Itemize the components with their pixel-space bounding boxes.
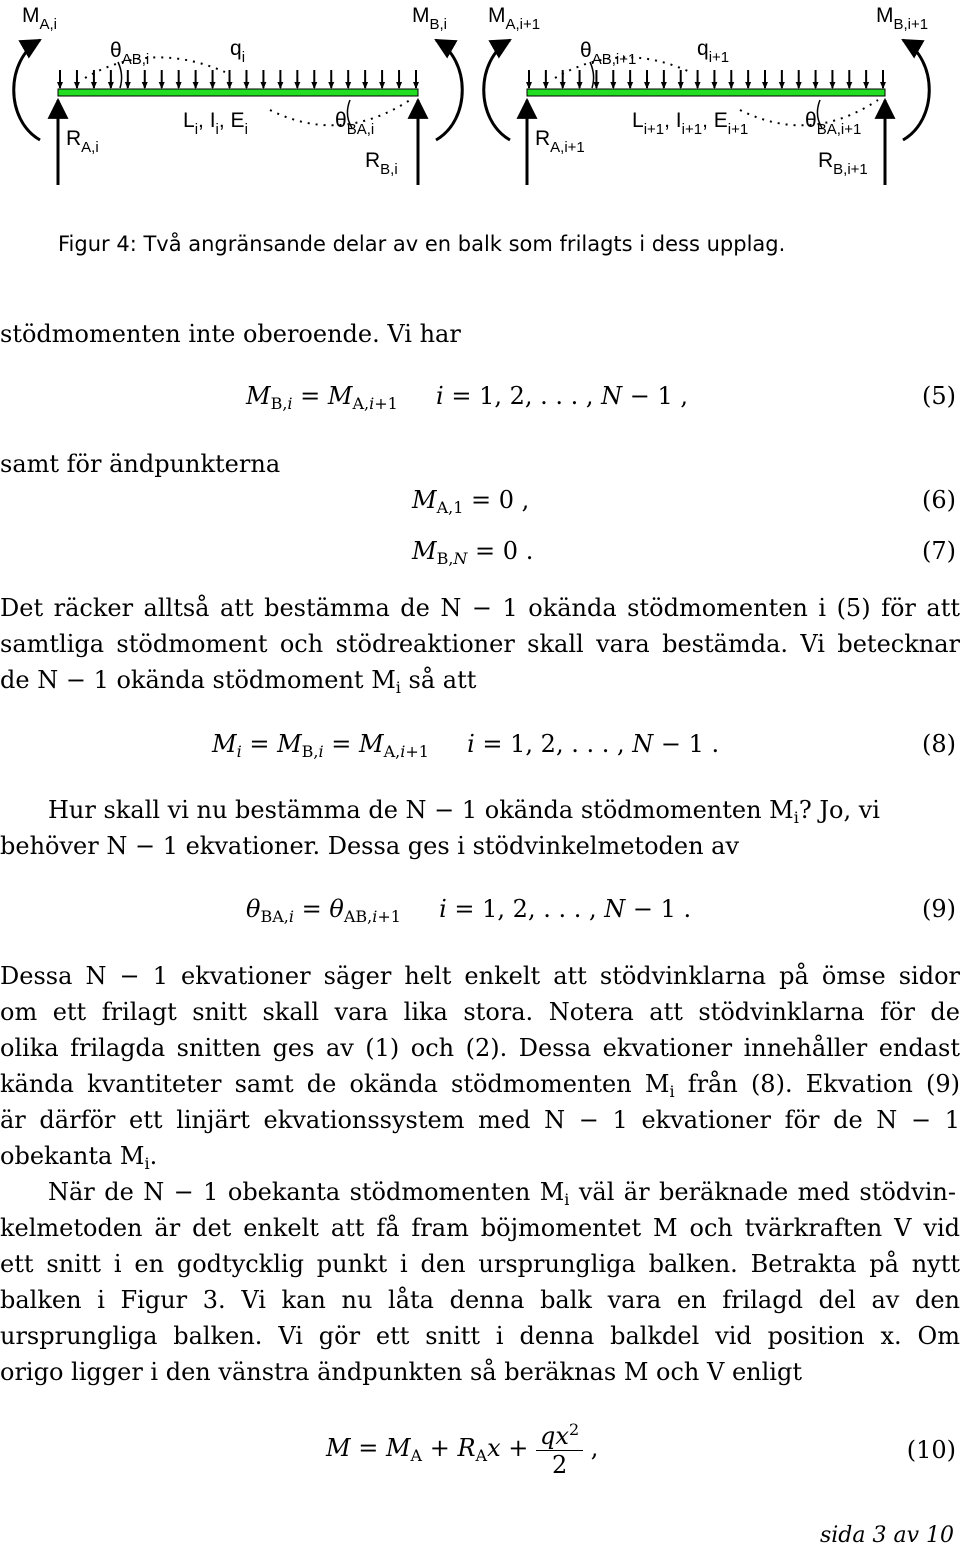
paragraph-6-line-1: När de N − 1 obekanta stödmomenten $M_i$ väl är beräknade med stödvin-	[48, 1178, 956, 1209]
moment-arrow-ai	[14, 40, 40, 140]
load-arrow-head	[593, 82, 599, 89]
load-arrow-head	[277, 82, 283, 89]
load-arrow-head	[880, 82, 886, 89]
label-lie-i1: $L_{i+1}$, $I_{i+1}$, $E_{i+1}$	[632, 109, 749, 138]
paragraph-5-line-4: kända kvantiteter samt de okända stödmomenten $M_i$ från (8). Ekvation (9)	[0, 1070, 960, 1101]
page-footer: sida 3 av 10	[819, 1523, 954, 1548]
label-r-ai: $R_{A,i}$	[66, 127, 99, 156]
load-arrow-head	[260, 82, 266, 89]
equation-7-number: (7)	[922, 537, 956, 565]
paragraph-5-line-3: olika frilagda snitten ges av (1) och (2). Dessa ekvationer innehåller endast	[0, 1034, 960, 1062]
load-arrow-head	[678, 82, 684, 89]
load-arrow-head	[227, 82, 233, 89]
label-r-ai1: $R_{A,i+1}$	[535, 127, 585, 156]
load-arrow-head	[362, 82, 368, 89]
label-theta-ab-i: $\theta_{AB,i}$	[110, 39, 150, 68]
load-arrow-head	[728, 82, 734, 89]
equation-5-number: (5)	[922, 382, 956, 410]
paragraph-6-line-3: ett snitt i en godtycklig punkt i den ursprungliga balken. Betrakta på nytt	[0, 1250, 960, 1278]
load-arrow-head	[863, 82, 869, 89]
equation-7: $M_{B,N} = 0$ .	[412, 537, 534, 568]
label-r-bi: $R_{B,i}$	[365, 149, 398, 178]
equation-6-number: (6)	[922, 486, 956, 514]
moment-arrow-ai1	[484, 40, 510, 140]
load-arrow-head	[108, 82, 114, 89]
load-arrow-head	[379, 82, 385, 89]
load-arrow-head	[661, 82, 667, 89]
distributed-load-i	[57, 70, 419, 89]
paragraph-6-line-2: kelmetoden är det enkelt att få fram böjmomentet M och tvärkraften V vid	[0, 1214, 960, 1242]
paragraph-5-line-5: är därför ett linjärt ekvationssystem med N − 1 ekvationer för de N − 1	[0, 1106, 960, 1134]
load-arrow-head	[695, 82, 701, 89]
label-m-bi1: $M_{B,i+1}$	[876, 4, 929, 33]
load-arrow-head	[543, 82, 549, 89]
load-arrow-head	[796, 82, 802, 89]
equation-10-number: (10)	[906, 1436, 956, 1464]
load-arrow-head	[779, 82, 785, 89]
label-lie-i: $L_i$, $I_i$, $E_i$	[183, 109, 248, 138]
equation-8: $M_i = M_{B,i} = M_{A,i+1}$ i = 1, 2, . . . , N − 1 .	[212, 730, 720, 761]
paragraph-6-line-6: origo ligger i den vänstra ändpunkten så beräknas M och V enligt	[0, 1358, 802, 1386]
load-arrow-head	[577, 82, 583, 89]
paragraph-4-line-1: Hur skall vi nu bestämma de N − 1 okända stödmomenten $M_i$? Jo, vi	[48, 796, 880, 827]
paragraph-3-line-2: samtliga stödmoment och stödreaktioner skall vara bestämda. Vi betecknar	[0, 630, 960, 658]
load-arrow-head	[345, 82, 351, 89]
load-arrow-head	[210, 82, 216, 89]
load-arrow-head	[627, 82, 633, 89]
label-m-ai: $M_{A,i}$	[22, 4, 58, 33]
equation-9: $\theta_{BA,i} = \theta_{AB,i+1}$ i = 1, 2, . . . , N − 1 .	[246, 895, 692, 926]
figure-caption: Figur 4: Två angränsande delar av en balk som frilagts i dess upplag.	[58, 232, 786, 256]
label-q-i1: $q_{i+1}$	[697, 37, 730, 66]
label-q-i: $q_i$	[230, 37, 246, 66]
load-arrow-head	[413, 82, 419, 89]
paragraph-3-line-3: de N − 1 okända stödmoment $M_i$ så att	[0, 666, 477, 697]
paragraph-6-line-4: balken i Figur 3. Vi kan nu låta denna balk vara en frilagd del av den	[0, 1286, 960, 1314]
beam-i1	[527, 89, 885, 96]
load-arrow-head	[311, 82, 317, 89]
label-m-bi: $M_{B,i}$	[412, 4, 448, 33]
load-arrow-head	[762, 82, 768, 89]
equation-6: $M_{A,1} = 0$ ,	[412, 486, 530, 517]
load-arrow-head	[125, 82, 131, 89]
load-arrow-head	[193, 82, 199, 89]
paragraph-6-line-5: ursprungliga balken. Vi gör ett snitt i denna balkdel vid position x. Om	[0, 1322, 960, 1350]
load-arrow-head	[526, 82, 532, 89]
load-arrow-head	[813, 82, 819, 89]
beam-diagram	[0, 0, 960, 200]
deflection-curve-i-top	[85, 57, 225, 78]
equation-8-number: (8)	[922, 730, 956, 758]
label-theta-ab-i1: $\theta_{AB,i+1}$	[580, 39, 637, 68]
paragraph-5-line-2: om ett frilagt snitt skall vara lika stora. Notera att stödvinklarna för de	[0, 998, 960, 1026]
load-arrow-head	[396, 82, 402, 89]
load-arrow-head	[294, 82, 300, 89]
load-arrow-head	[243, 82, 249, 89]
load-arrow-head	[560, 82, 566, 89]
paragraph-3-line-1: Det räcker alltså att bestämma de N − 1 okända stödmomenten i (5) för att	[0, 594, 960, 622]
beam-i	[58, 89, 418, 96]
load-arrow-head	[328, 82, 334, 89]
label-theta-ba-i1: $\theta_{BA,i+1}$	[805, 109, 862, 138]
paragraph-1: stödmomenten inte oberoende. Vi har	[0, 320, 461, 348]
load-arrow-head	[74, 82, 80, 89]
load-arrow-head	[745, 82, 751, 89]
equation-10: $M = M_A + R_Ax$ + $\frac{qx^2}{2}$ ,	[326, 1420, 599, 1479]
load-arrow-head	[159, 82, 165, 89]
moment-arrow-bi	[436, 40, 462, 140]
load-arrow-head	[176, 82, 182, 89]
label-m-ai1: $M_{A,i+1}$	[488, 4, 541, 33]
equation-5: $M_{B,i} = M_{A,i+1}$ i = 1, 2, . . . , N − 1 ,	[246, 382, 689, 413]
label-theta-ba-i: $\theta_{BA,i}$	[335, 109, 375, 138]
paragraph-5-line-6: obekanta $M_i$.	[0, 1142, 158, 1173]
label-r-bi1: $R_{B,i+1}$	[818, 149, 868, 178]
moment-arrow-bi1	[903, 40, 929, 140]
load-arrow-head	[91, 82, 97, 89]
load-arrow-head	[610, 82, 616, 89]
load-arrow-head	[829, 82, 835, 89]
load-arrow-head	[644, 82, 650, 89]
equation-9-number: (9)	[922, 895, 956, 923]
distributed-load-i1	[526, 70, 886, 89]
paragraph-2: samt för ändpunkterna	[0, 450, 281, 478]
load-arrow-head	[142, 82, 148, 89]
load-arrow-head	[57, 82, 63, 89]
load-arrow-head	[711, 82, 717, 89]
load-arrow-head	[846, 82, 852, 89]
paragraph-4-line-2: behöver N − 1 ekvationer. Dessa ges i stödvinkelmetoden av	[0, 832, 740, 860]
paragraph-5-line-1: Dessa N − 1 ekvationer säger helt enkelt att stödvinklarna på ömse sidor	[0, 962, 960, 990]
